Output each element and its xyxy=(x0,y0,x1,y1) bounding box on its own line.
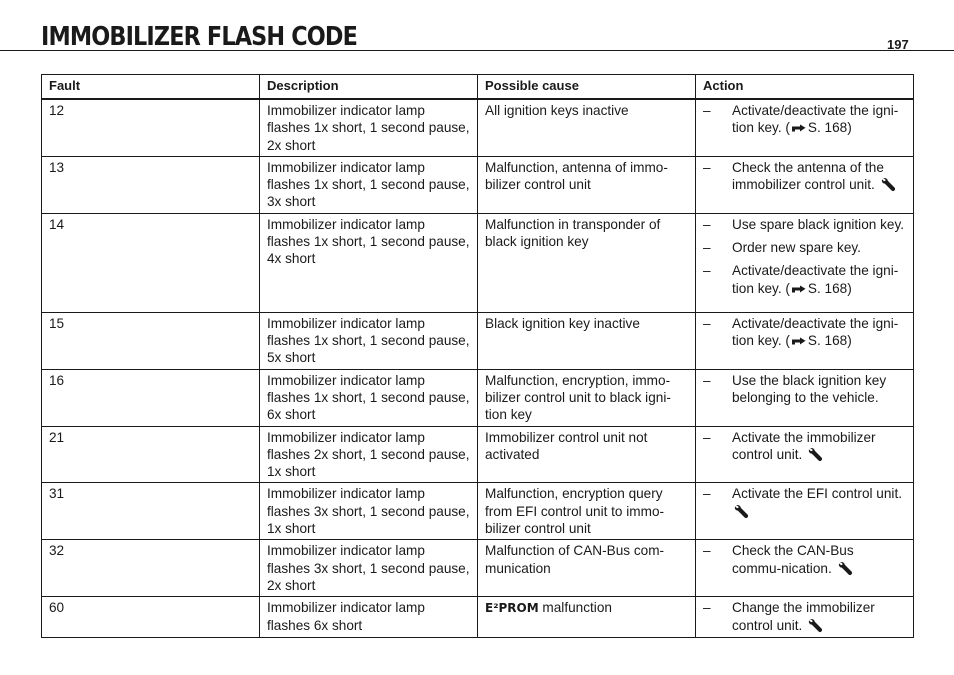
action-item: – Activate/deactivate the igni-tion key. ( S. 168) xyxy=(703,315,899,349)
table-row xyxy=(42,312,914,369)
action-text: Activate the EFI control unit. xyxy=(732,486,903,502)
action-list xyxy=(703,429,906,464)
wrench-icon xyxy=(881,177,896,192)
fault-description: Immobilizer indicator lamp flashes 1x short, 1 second pause, 6x short xyxy=(260,369,478,426)
action-list xyxy=(703,485,906,520)
action-text: Check the CAN-Bus commu-nication. xyxy=(732,543,854,576)
fault-code: 32 xyxy=(42,540,260,597)
action-item: – Activate the EFI control unit. xyxy=(703,485,906,520)
cause-text: Black ignition key inactive xyxy=(485,315,640,331)
possible-cause xyxy=(478,369,696,426)
title-divider xyxy=(0,50,954,51)
possible-cause xyxy=(478,597,696,638)
fault-description: Immobilizer indicator lamp flashes 3x short, 1 second pause, 1x short xyxy=(260,483,478,540)
page-title: IMMOBILIZER FLASH CODE xyxy=(41,22,358,52)
fault-code: 12 xyxy=(42,99,260,156)
table-header-row xyxy=(42,75,914,100)
cause-text: Malfunction, encryption, immo-bilizer control unit to black igni-tion key xyxy=(485,372,671,423)
fault-description: Immobilizer indicator lamp flashes 1x short, 1 second pause, 4x short xyxy=(260,213,478,312)
fault-code: 60 xyxy=(42,597,260,638)
wrench-icon xyxy=(838,561,853,576)
fault-code: 16 xyxy=(42,369,260,426)
action-cell xyxy=(696,483,914,540)
action-text: Use the black ignition key belonging to the vehicle. xyxy=(732,372,887,405)
action-list xyxy=(703,159,906,194)
header-possible-cause: Possible cause xyxy=(478,75,696,100)
table-row xyxy=(42,213,914,312)
fault-table xyxy=(41,74,914,638)
table-row xyxy=(42,483,914,540)
fault-description: Immobilizer indicator lamp flashes 2x short, 1 second pause, 1x short xyxy=(260,426,478,483)
possible-cause xyxy=(478,99,696,156)
table-row xyxy=(42,156,914,213)
cause-text: Malfunction in transponder of black ignition key xyxy=(485,216,661,250)
action-text: Activate/deactivate the igni-tion key. ( xyxy=(732,263,899,296)
table-row xyxy=(42,540,914,597)
fault-description: Immobilizer indicator lamp flashes 1x short, 1 second pause, 3x short xyxy=(260,156,478,213)
action-text: Check the antenna of the immobilizer control unit. xyxy=(732,159,884,193)
cause-text: Malfunction, antenna of immo-bilizer control unit xyxy=(485,159,668,193)
action-cell xyxy=(696,213,914,312)
table-body xyxy=(42,99,914,638)
fault-code: 13 xyxy=(42,156,260,213)
action-list xyxy=(703,102,906,137)
action-cell xyxy=(696,312,914,369)
action-list xyxy=(703,599,906,634)
possible-cause xyxy=(478,312,696,369)
pointing-hand-icon xyxy=(792,336,806,346)
page-reference: S. 168) xyxy=(807,120,852,136)
table-row xyxy=(42,597,914,638)
header-fault: Fault xyxy=(42,75,260,100)
pointing-hand-icon xyxy=(792,284,806,294)
action-cell xyxy=(696,369,914,426)
fault-description: Immobilizer indicator lamp flashes 1x short, 1 second pause, 5x short xyxy=(260,312,478,369)
action-item: – Activate/deactivate the igni-tion key. ( S. 168) xyxy=(703,103,899,136)
possible-cause xyxy=(478,540,696,597)
action-item: – Change the immobilizer control unit. xyxy=(703,600,875,633)
action-text: Change the immobilizer control unit. xyxy=(732,600,875,633)
action-item: – Activate the immobilizer control unit. xyxy=(703,429,876,462)
page-reference: S. 168) xyxy=(807,280,852,296)
wrench-icon xyxy=(808,447,823,462)
fault-code: 15 xyxy=(42,312,260,369)
possible-cause xyxy=(478,426,696,483)
cause-text: Malfunction, encryption query from EFI control unit to immo-bilizer control unit xyxy=(485,486,665,537)
action-list xyxy=(703,315,906,350)
header-action: Action xyxy=(696,75,914,100)
header-description: Description xyxy=(260,75,478,100)
action-text: Activate/deactivate the igni-tion key. ( xyxy=(732,315,899,349)
fault-description: Immobilizer indicator lamp flashes 1x short, 1 second pause, 2x short xyxy=(260,99,478,156)
action-list xyxy=(703,542,906,577)
fault-code: 31 xyxy=(42,483,260,540)
table-row xyxy=(42,369,914,426)
action-text: Activate the immobilizer control unit. xyxy=(732,429,876,462)
cause-text: All ignition keys inactive xyxy=(485,103,629,118)
fault-description: Immobilizer indicator lamp flashes 6x short xyxy=(260,597,478,638)
page-reference: S. 168) xyxy=(807,333,852,349)
action-item: – Use spare black ignition key. xyxy=(703,216,905,232)
action-cell xyxy=(696,597,914,638)
cause-text: malfunction xyxy=(542,600,612,616)
action-text: Activate/deactivate the igni-tion key. ( xyxy=(732,103,899,136)
fault-code: 21 xyxy=(42,426,260,483)
action-cell xyxy=(696,540,914,597)
action-item: – Order new spare key. xyxy=(703,240,861,256)
action-item: – Check the CAN-Bus commu-nication. xyxy=(703,543,854,576)
table-row xyxy=(42,99,914,156)
wrench-icon xyxy=(808,618,823,633)
possible-cause xyxy=(478,156,696,213)
action-list xyxy=(703,216,906,297)
page-number: 197 xyxy=(887,37,909,52)
fault-description: Immobilizer indicator lamp flashes 3x short, 1 second pause, 2x short xyxy=(260,540,478,597)
action-text: Order new spare key. xyxy=(732,240,861,256)
action-cell xyxy=(696,426,914,483)
action-cell xyxy=(696,156,914,213)
action-cell xyxy=(696,99,914,156)
table-row xyxy=(42,426,914,483)
fault-code: 14 xyxy=(42,213,260,312)
eeprom-label: E²PROM xyxy=(485,601,539,616)
possible-cause xyxy=(478,213,696,312)
cause-text: Immobilizer control unit not activated xyxy=(485,429,648,462)
action-item: – Use the black ignition key belonging to the vehicle. xyxy=(703,372,887,405)
action-item: – Activate/deactivate the igni-tion key. ( S. 168) xyxy=(703,263,899,296)
possible-cause xyxy=(478,483,696,540)
wrench-icon xyxy=(734,504,749,519)
cause-text: Malfunction of CAN-Bus com-munication xyxy=(485,543,665,576)
pointing-hand-icon xyxy=(792,123,806,133)
action-list xyxy=(703,372,906,407)
action-text: Use spare black ignition key. xyxy=(732,216,905,232)
action-item: – Check the antenna of the immobilizer control unit. xyxy=(703,159,906,194)
